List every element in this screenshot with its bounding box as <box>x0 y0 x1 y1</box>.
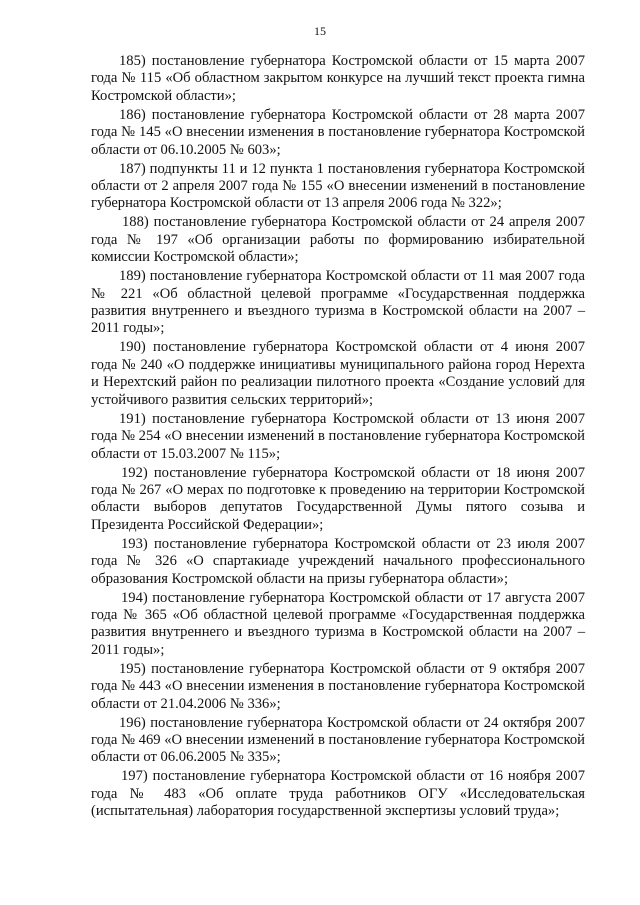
list-item-197: 197) постановление губернатора Костромской области от 16 ноября 2007 года № 483 «Об оплате труда работников ОГУ «Исследовательская (испытательная) лаборатория государственной экспертизы условий труда»; <box>91 768 585 820</box>
list-item-191: 191) постановление губернатора Костромской области от 13 июня 2007 года № 254 «О внесении изменений в постановление губернатора Костромской области от 15.03.2007 № 115»; <box>91 410 585 462</box>
list-item-190: 190) постановление губернатора Костромской области от 4 июня 2007 года № 240 «О поддержке инициативы муниципального района город Нерехта и Нерехтский район по реализации пилотного проекта «Создание условий для устойчивого развития сельских территорий»; <box>91 339 585 408</box>
list-item-187: 187) подпункты 11 и 12 пункта 1 постановления губернатора Костромской области от 2 апреля 2007 года № 155 «О внесении изменений в постановление губернатора Костромской области от 13 апреля 2006 года № 322»; <box>91 160 585 212</box>
list-item-196: 196) постановление губернатора Костромской области от 24 октября 2007 года № 469 «О внесении изменений в постановление губернатора Костромской области от 06.06.2005 № 335»; <box>91 714 585 766</box>
list-item-192: 192) постановление губернатора Костромской области от 18 июня 2007 года № 267 «О мерах по подготовке к проведению на территории Костромской области выборов депутатов Государственной Думы пятого созыва и Президента Российской Федерации»; <box>91 464 585 533</box>
list-item-193: 193) постановление губернатора Костромской области от 23 июля 2007 года № 326 «О спартакиаде учреждений начального профессионального образования Костромской области на призы губернатора области»; <box>91 535 585 587</box>
list-item-194: 194) постановление губернатора Костромской области от 17 августа 2007 года № 365 «Об областной целевой программе «Государственная поддержка развития внутреннего и въездного туризма в Костромской области на 2007 – 2011 годы»; <box>91 589 585 658</box>
list-item-189: 189) постановление губернатора Костромской области от 11 мая 2007 года № 221 «Об областной целевой программе «Государственная поддержка развития внутреннего и въездного туризма в Костромской области на 2007 – 2011 годы»; <box>91 268 585 337</box>
document-body <box>91 53 585 822</box>
page-number: 15 <box>314 24 326 38</box>
list-item-185: 185) постановление губернатора Костромской области от 15 марта 2007 года № 115 «Об областном закрытом конкурсе на лучший текст проекта гимна Костромской области»; <box>91 53 585 104</box>
list-item-188: 188) постановление губернатора Костромской области от 24 апреля 2007 года № 197 «Об организации работы по формированию избирательной комиссии Костромской области»; <box>91 214 585 266</box>
list-item-195: 195) постановление губернатора Костромской области от 9 октября 2007 года № 443 «О внесении изменения в постановление губернатора Костромской области от 21.04.2006 № 336»; <box>91 660 585 712</box>
list-item-186: 186) постановление губернатора Костромской области от 28 марта 2007 года № 145 «О внесении изменения в постановление губернатора Костромской области от 06.10.2005 № 603»; <box>91 106 585 158</box>
